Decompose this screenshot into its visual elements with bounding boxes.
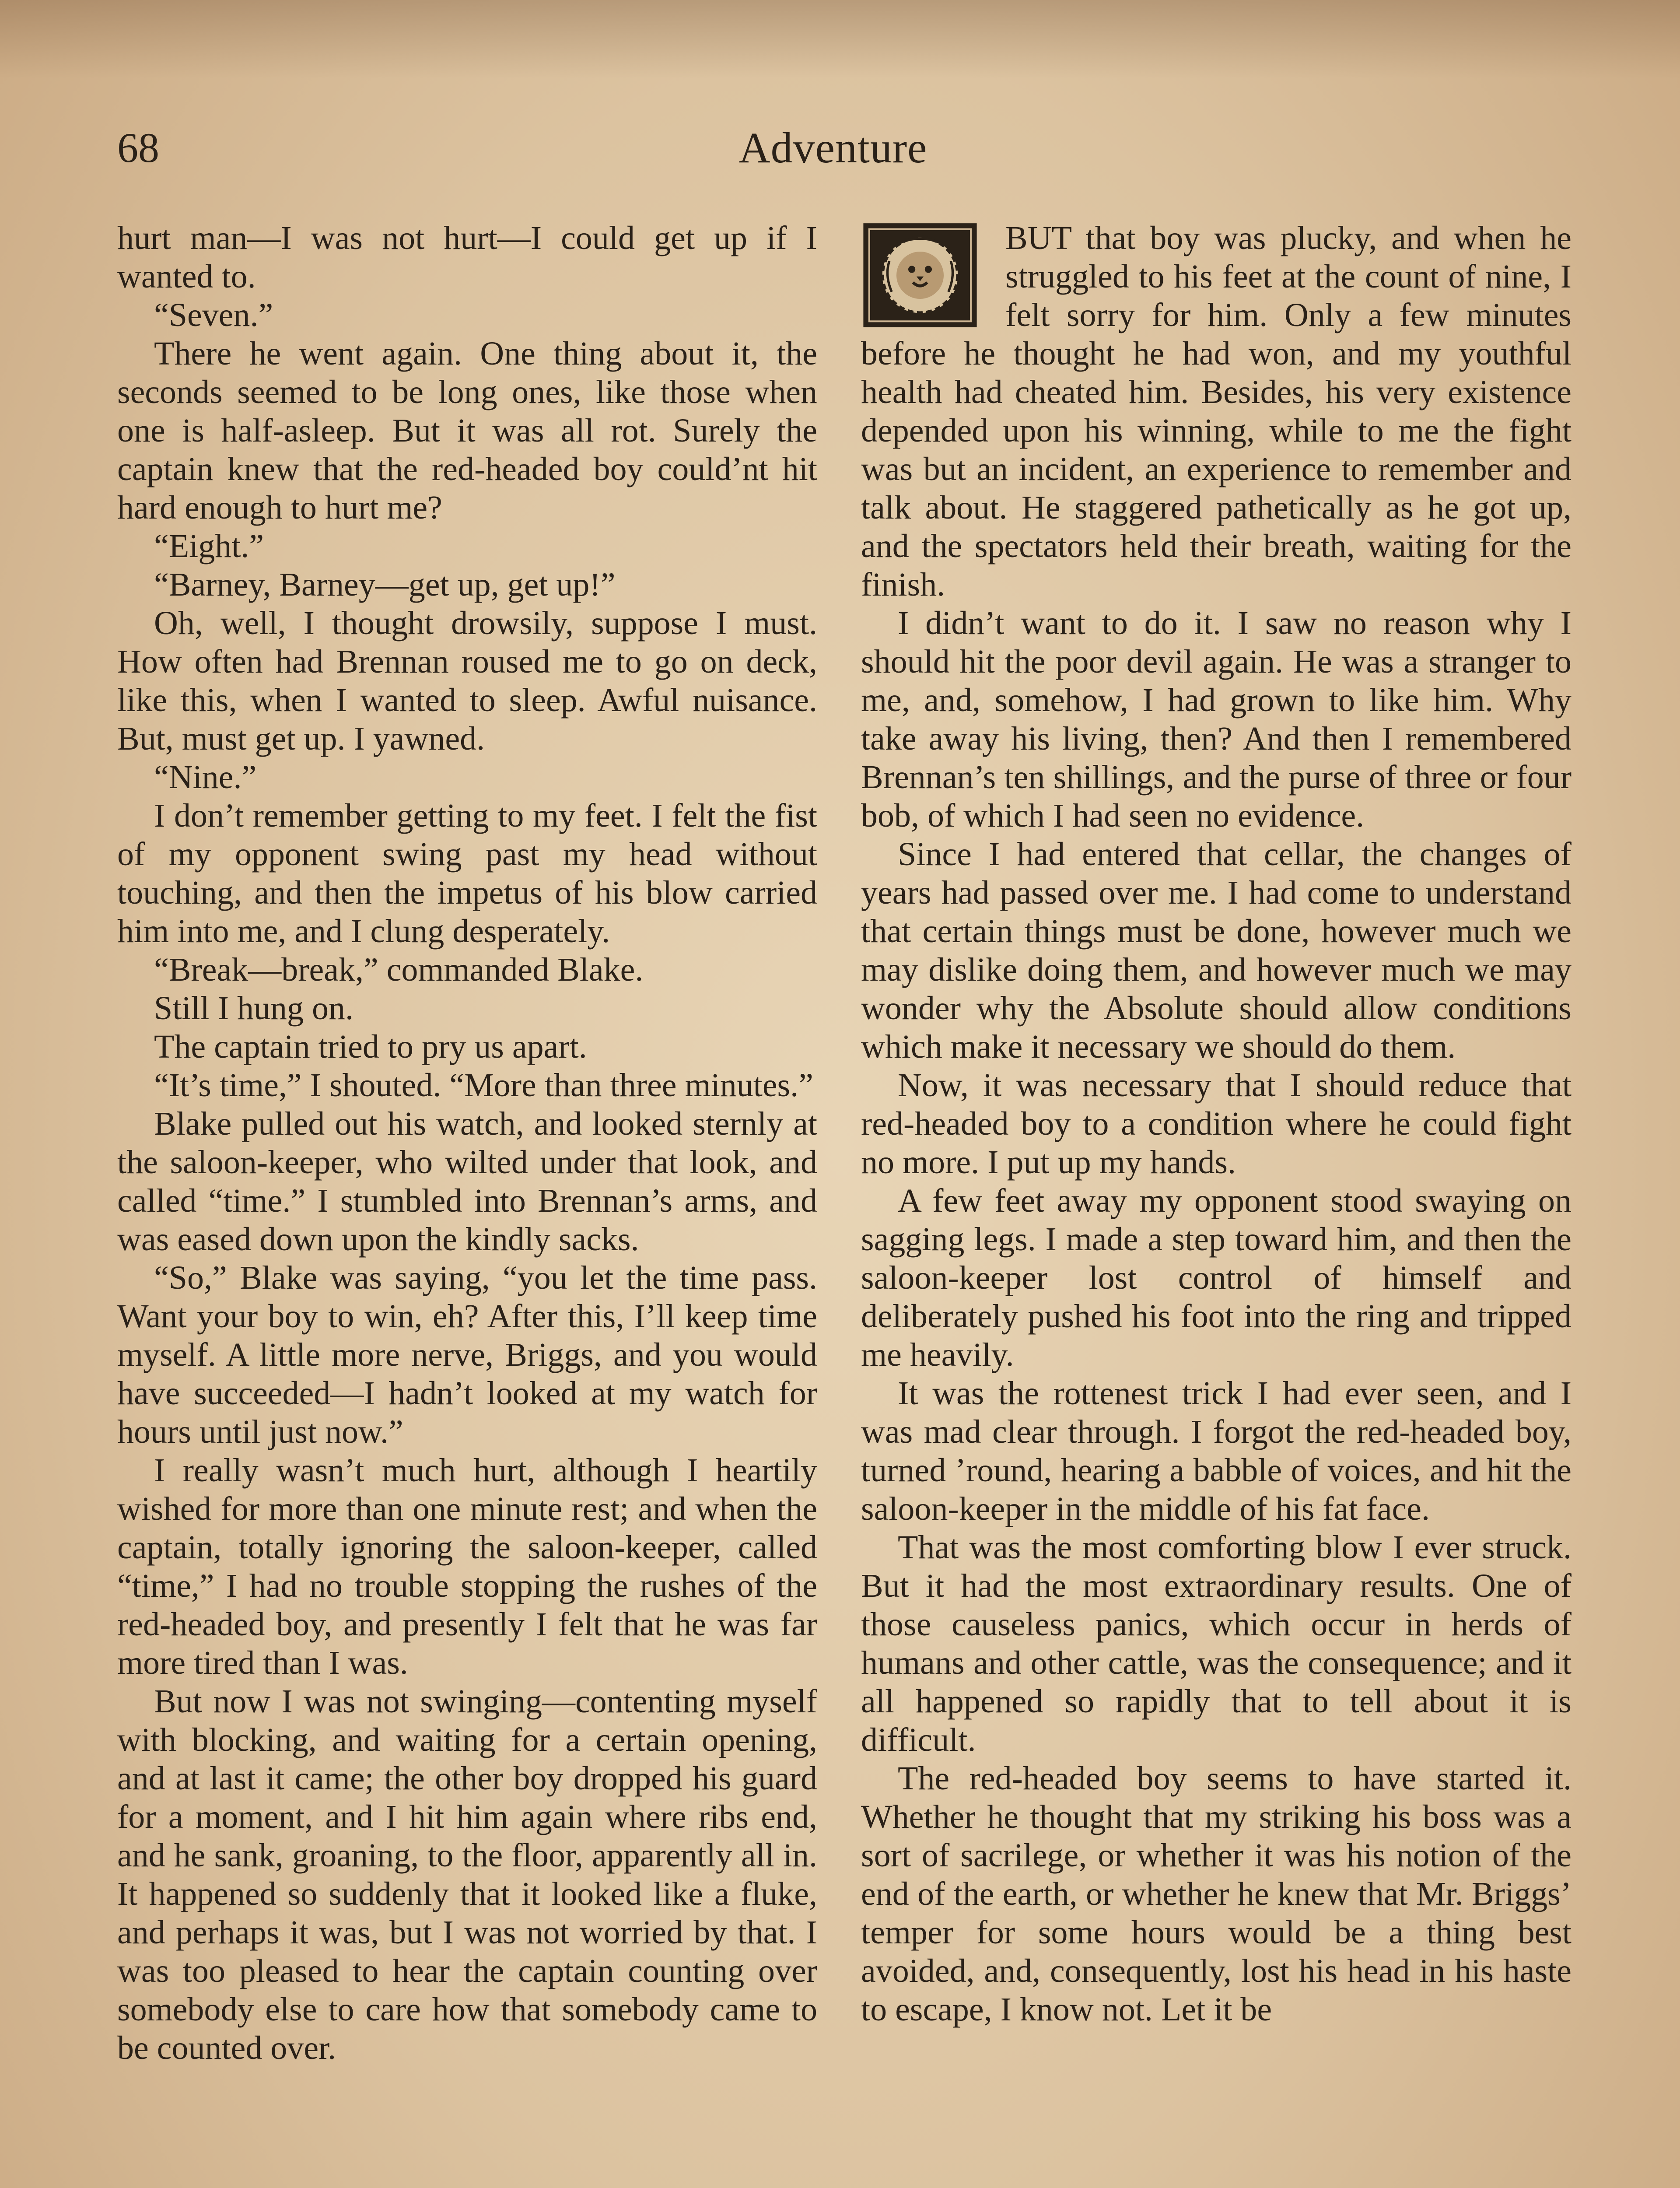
paragraph: There he went again. One thing about it, the seconds seemed to be long ones, like those when one is half-asleep. But it was all rot. Surely the captain knew that the red-headed boy could’nt hit hard enough to hurt me?	[117, 335, 817, 526]
paragraph: “Barney, Barney—get up, get up!”	[154, 566, 616, 603]
paragraph: But now I was not swinging—contenting myself with blocking, and waiting for a certain opening, and at last it came; the other boy dropped his guard for a moment, and I hit him again where ribs end, and he sank, groaning, to the floor, apparently all in. It happened so suddenly that it looked like a fluke, and perhaps it was, but I was not worried by that. I was too pleased to hear the captain counting over somebody else to care how that somebody came to be counted over.	[117, 1683, 817, 2066]
paragraph: “It’s time,” I shouted. “More than three minutes.”	[154, 1067, 813, 1104]
paragraph: A few feet away my opponent stood swaying on sagging legs. I made a step toward him, and then the saloon-keeper lost control of himself and deliberately pushed his foot into the ring and tripped me heavily.	[861, 1182, 1572, 1373]
paragraph: The captain tried to pry us apart.	[154, 1028, 587, 1065]
paragraph: I really wasn’t much hurt, although I heartily wished for more than one minute rest; and when the captain, totally ignoring the saloon-keeper, called “time,” I had no trouble stopping the rushes of the red-headed boy, and presently I felt that he was far more tired than I was.	[117, 1452, 817, 1681]
paragraph: I didn’t want to do it. I saw no reason why I should hit the poor devil again. He was a stranger to me, and, somehow, I had grown to like him. Why take away his living, then? And then I remembered Brennan’s ten shillings, and the purse of three or four bob, of which I had seen no evidence.	[861, 605, 1572, 834]
paragraph: I don’t remember getting to my feet. I felt the fist of my opponent swing past my head without touching, and then the impetus of his blow carried him into me, and I clung desperately.	[117, 797, 817, 950]
page-header	[117, 122, 1549, 183]
paragraph: “Nine.”	[154, 759, 257, 796]
right-column	[861, 219, 1572, 2029]
paragraph: It was the rottenest trick I had ever seen, and I was mad clear through. I forgot the red-headed boy, turned ’round, hearing a babble of voices, and hit the saloon-keeper in the middle of his fat face.	[861, 1375, 1572, 1527]
paragraph: That was the most comforting blow I ever struck. But it had the most extraordinary results. One of those causeless panics, which occur in herds of humans and other cattle, was the consequence; and it all happened so rapidly that to tell about it is difficult.	[861, 1529, 1572, 1758]
paragraph: hurt man—I was not hurt—I could get up if I wanted to.	[117, 220, 817, 295]
paragraph: Now, it was necessary that I should reduce that red-headed boy to a condition where he could fight no more. I put up my hands.	[861, 1067, 1572, 1181]
paragraph: Blake pulled out his watch, and looked sternly at the saloon-keeper, who wilted under that look, and called “time.” I stumbled into Brennan’s arms, and was eased down upon the kindly sacks.	[117, 1105, 817, 1258]
paragraph: “Seven.”	[154, 297, 273, 333]
lion-head-ornament-icon	[861, 221, 988, 330]
paragraph: BUT that boy was plucky, and when he struggled to his feet at the count of nine, I felt sorry for him. Only a few minutes before he thought he had won, and my youthful health had cheated him. Besides, his very existence depended upon his winning, while to me the fight was but an incident, an experience to remember and talk about. He staggered pathetically as he got up, and the spectators held their breath, waiting for the finish.	[861, 220, 1572, 603]
paragraph: “Eight.”	[154, 528, 264, 565]
paragraph: “So,” Blake was saying, “you let the time pass. Want your boy to win, eh? After this, I’ll keep time myself. A little more nerve, Briggs, and you would have succeeded—I hadn’t looked at my watch for hours until just now.”	[117, 1259, 817, 1450]
paragraph: The red-headed boy seems to have started it. Whether he thought that my striking his boss was a sort of sacrilege, or whether it was his notion of the end of the earth, or whether he knew that Mr. Briggs’ temper for some hours would be a thing best avoided, and, consequently, lost his head in his haste to escape, I know not. Let it be	[861, 1760, 1572, 2028]
paragraph: “Break—break,” commanded Blake.	[154, 951, 644, 988]
page-number: 68	[117, 124, 159, 171]
paragraph: Since I had entered that cellar, the changes of years had passed over me. I had come to understand that certain things must be done, however much we may dislike doing them, and however much we may wonder why the Absolute should allow conditions which make it necessary we should do them.	[861, 836, 1572, 1065]
left-column	[117, 219, 817, 2067]
paragraph: Still I hung on.	[154, 990, 354, 1027]
page-stain	[0, 0, 1680, 79]
running-head: Adventure	[738, 123, 928, 172]
paragraph: Oh, well, I thought drowsily, suppose I must. How often had Brennan roused me to go on deck, like this, when I wanted to sleep. Awful nuisance. But, must get up. I yawned.	[117, 605, 817, 757]
